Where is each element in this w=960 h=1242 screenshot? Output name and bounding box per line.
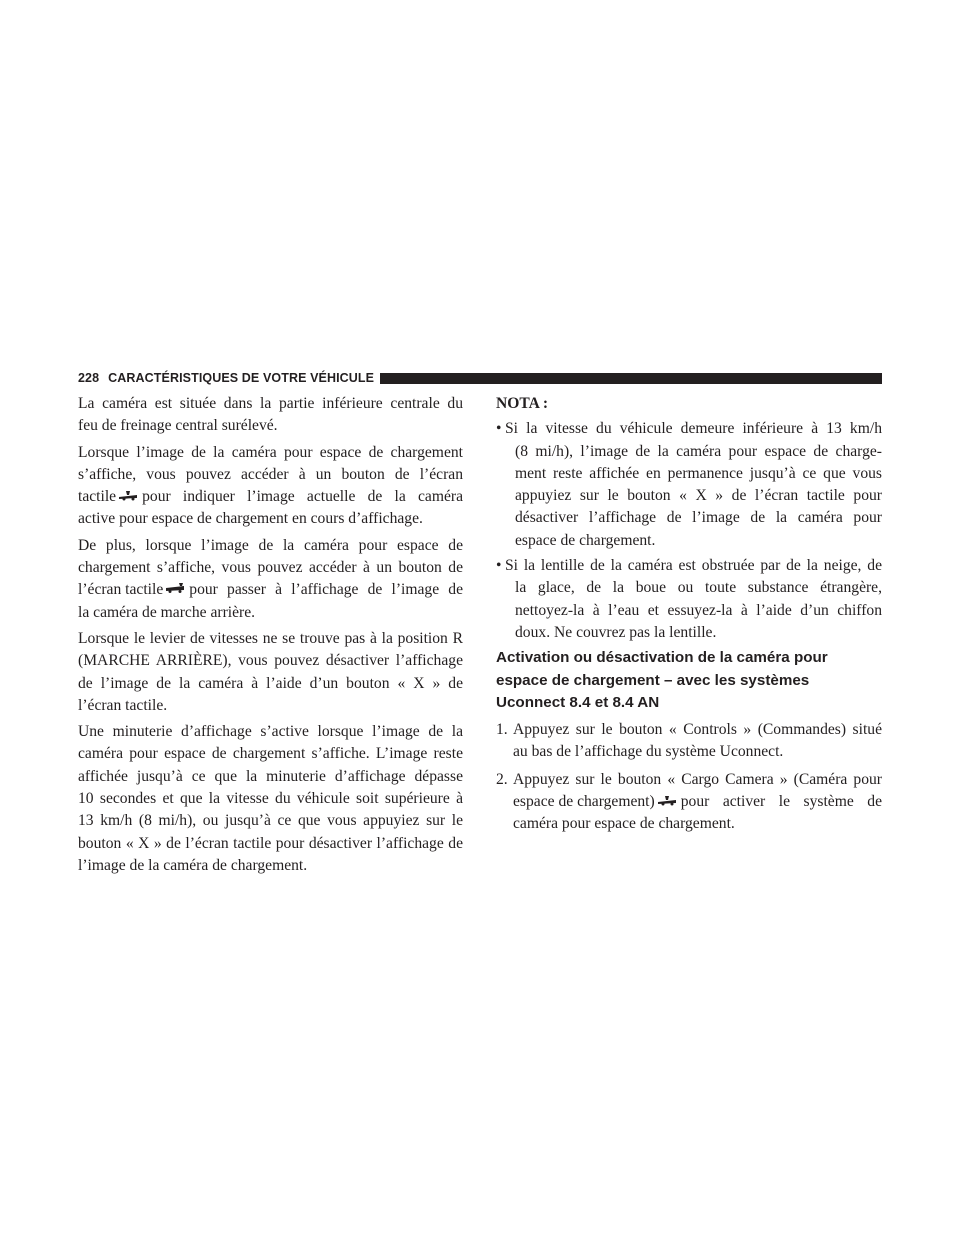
text-line: (MARCHE ARRIÈRE), vous pouvez désactiver l’affichage (78, 652, 463, 670)
text-fragment: espace de chargement) (513, 793, 655, 811)
page-header (78, 368, 882, 388)
bullet-marker: • (496, 557, 502, 575)
text-line: bouton « X » de l’écran tactile pour désactiver l’affichage de (78, 834, 463, 852)
text-line: Si la lentille de la caméra est obstruée par de la neige, de (505, 557, 882, 575)
paragraph (78, 628, 463, 717)
numbered-step (496, 769, 882, 836)
section-heading (496, 647, 882, 714)
text-line: caméra pour espace de chargement. (513, 815, 735, 833)
left-column (78, 393, 463, 881)
section-title: CARACTÉRISTIQUES DE VOTRE VÉHICULE (108, 371, 375, 385)
text-line: Si la vitesse du véhicule demeure inférieure à 13 km/h (505, 420, 882, 438)
numbered-step (496, 719, 882, 764)
text-line: désactiver l’affichage de l’image de la caméra pour (515, 509, 882, 527)
text-line: Appuyez sur le bouton « Cargo Camera » (Caméra pour (513, 770, 882, 788)
text-line: nettoyez-la à l’eau et essuyez-la à l’aide d’un chiffon (515, 601, 882, 619)
note-label: NOTA : (496, 395, 549, 412)
text-line: (8 mi/h), l’image de la caméra pour espace de charge- (515, 442, 882, 460)
text-line: 13 km/h (8 mi/h), ou jusqu’à ce que vous appuyiez sur le (78, 812, 463, 830)
text-line: feu de freinage central surélevé. (78, 417, 278, 435)
text-line: caméra pour espace de chargement s’affiche. L’image reste (78, 745, 463, 763)
bullet-item (496, 418, 882, 552)
text-line: au bas de l’affichage du système Uconnect. (513, 743, 784, 761)
text-line: Appuyez sur le bouton « Controls » (Commandes) situé (513, 721, 882, 739)
text-fragment: tactile (78, 488, 117, 506)
text-line: Une minuterie d’affichage s’active lorsque l’image de la (78, 723, 463, 741)
text-fragment: pour indiquer l’image actuelle de la caméra (142, 488, 463, 506)
rear-camera-icon (165, 579, 185, 591)
text-line: la caméra de marche arrière. (78, 603, 256, 621)
text-line (78, 579, 463, 601)
text-line: l’écran tactile. (78, 696, 168, 714)
right-column (496, 393, 882, 841)
page-number: 228 (78, 371, 100, 385)
paragraph (78, 535, 463, 624)
text-line: Lorsque le levier de vitesses ne se trouve pas à la position R (78, 629, 463, 647)
cargo-camera-icon (118, 486, 138, 498)
text-line: active pour espace de chargement en cours d’affichage. (78, 510, 423, 528)
text-line: ment reste affichée en permanence jusqu’à ce que vous (515, 464, 882, 482)
header-rule (380, 373, 882, 384)
text-line (513, 791, 882, 813)
step-number: 2. (496, 770, 508, 788)
text-line: chargement s’affiche, vous pouvez accéder à un bouton de (78, 559, 463, 577)
text-line: appuyiez sur le bouton « X » de l’écran tactile pour (515, 487, 882, 505)
text-line: la glace, de la boue ou toute substance étrangère, (515, 579, 882, 597)
text-line: La caméra est située dans la partie inférieure centrale du (78, 395, 463, 412)
text-line: l’image de la caméra de chargement. (78, 856, 308, 874)
text-line: doux. Ne couvrez pas la lentille. (515, 623, 717, 641)
paragraph (78, 393, 463, 438)
text-line: s’affiche, vous pouvez accéder à un bouton de l’écran (78, 465, 463, 483)
paragraph (78, 442, 463, 531)
text-line: De plus, lorsque l’image de la caméra pour espace de (78, 536, 463, 554)
bullet-marker: • (496, 420, 502, 438)
heading-line: espace de chargement – avec les systèmes (496, 671, 810, 689)
bullet-item (496, 555, 882, 644)
step-number: 1. (496, 721, 508, 739)
text-line: 10 secondes et que la vitesse du véhicule soit supérieure à (78, 790, 463, 808)
text-fragment: pour passer à l’affichage de l’image de (189, 581, 463, 599)
text-line: espace de chargement. (515, 531, 656, 549)
text-line: de l’image de la caméra à l’aide d’un bouton « X » de (78, 674, 463, 692)
heading-line: Uconnect 8.4 et 8.4 AN (496, 693, 660, 711)
cargo-camera-icon (657, 791, 677, 803)
text-line (78, 486, 463, 508)
paragraph (78, 721, 463, 877)
text-fragment: pour activer le système de (680, 793, 882, 811)
text-line: affichée jusqu’à ce que la minuterie d’affichage dépasse (78, 767, 463, 785)
text-line: Lorsque l’image de la caméra pour espace de chargement (78, 443, 463, 461)
text-fragment: l’écran tactile (78, 581, 164, 599)
heading-line: Activation ou désactivation de la caméra pour (496, 649, 828, 667)
